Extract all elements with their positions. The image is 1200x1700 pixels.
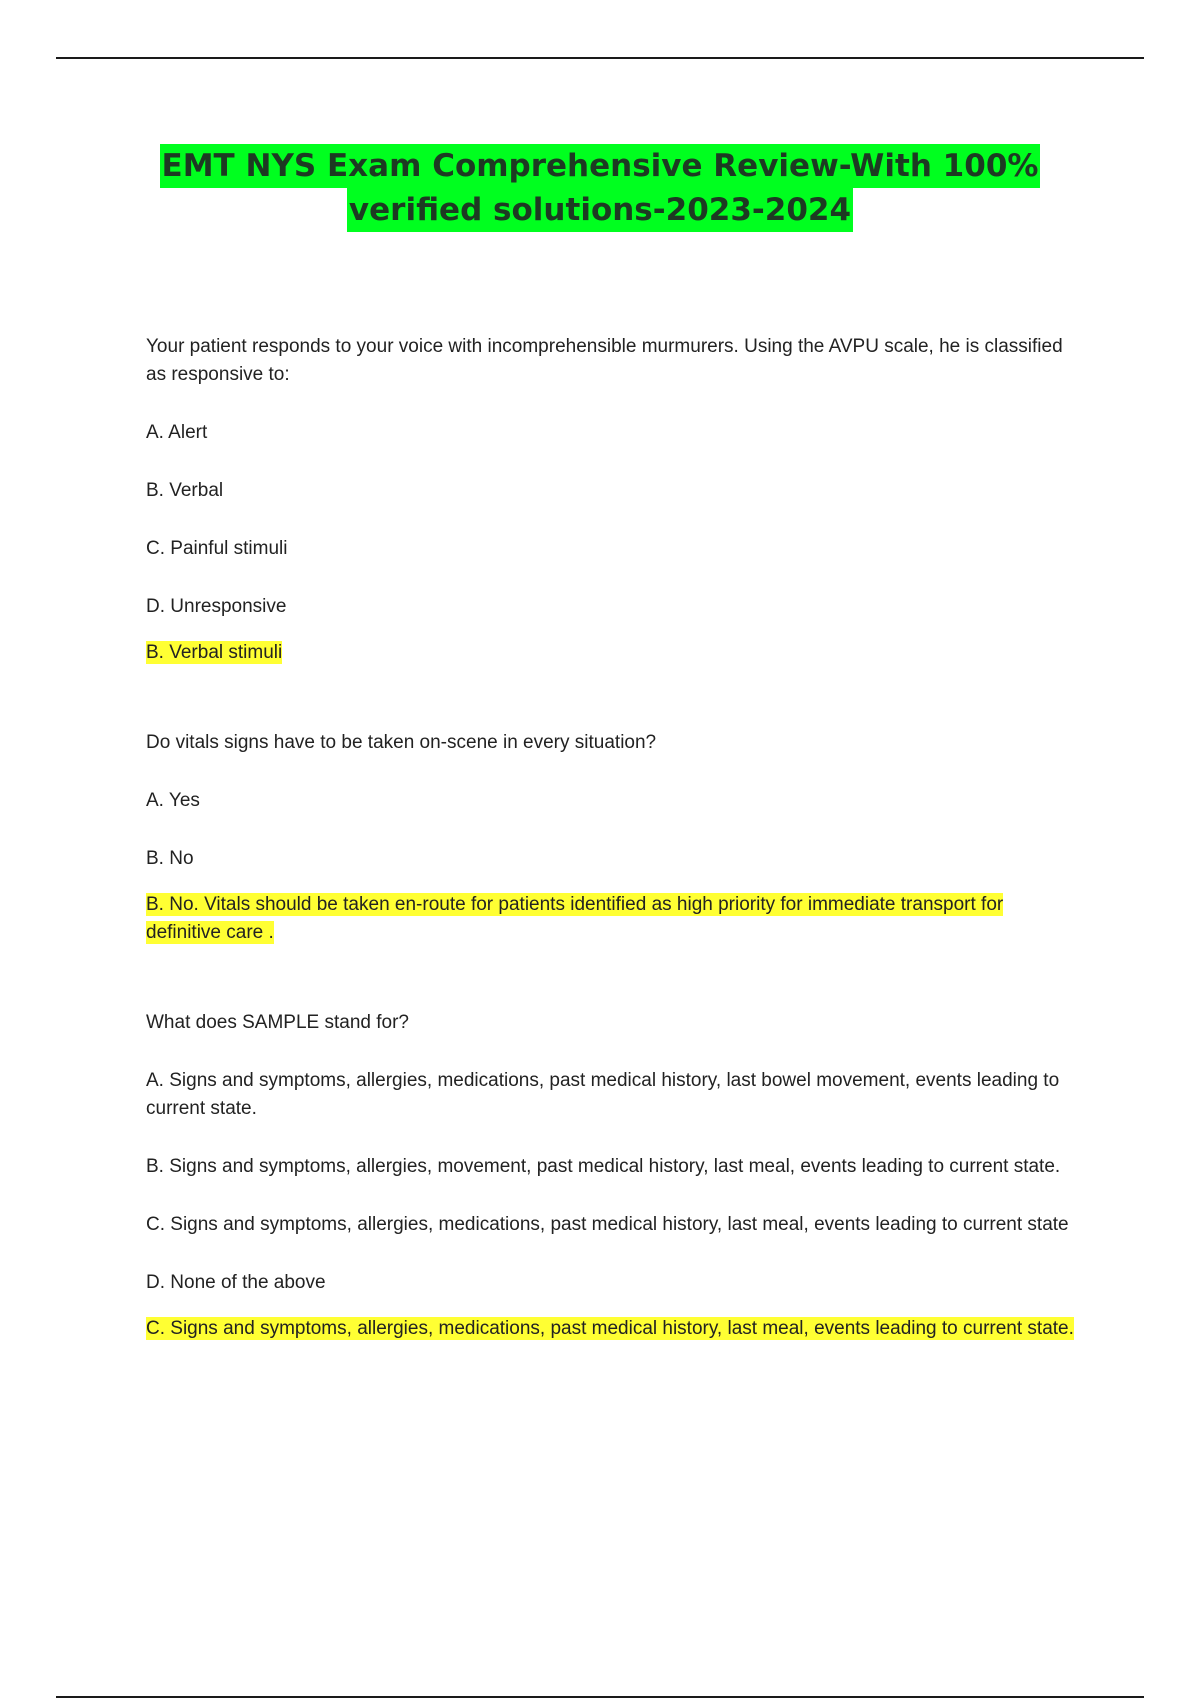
option-d: D. Unresponsive [146, 596, 287, 617]
option-b: B. Signs and symptoms, allergies, movement, past medical history, last meal, events leading to current state. [146, 1156, 1061, 1177]
answer-highlight [146, 891, 1076, 947]
option-a: A. Yes [146, 790, 200, 811]
option-b: B. No [146, 848, 194, 869]
option-c: C. Painful stimuli [146, 538, 288, 559]
question-text: What does SAMPLE stand for? [146, 1012, 409, 1033]
question-block-3 [146, 1009, 1076, 1343]
questions-list [146, 333, 1076, 1343]
question-text: Your patient responds to your voice with incomprehensible murmurers. Using the AVPU scale, he is classified as responsive to: [146, 336, 1063, 385]
question-text: Do vitals signs have to be taken on-scene in every situation? [146, 732, 657, 753]
option-a: A. Signs and symptoms, allergies, medications, past medical history, last bowel movement, events leading to current state. [146, 1070, 1060, 1119]
document-title [0, 144, 1200, 232]
answer-text: B. Verbal stimuli [146, 642, 283, 663]
option-d: D. None of the above [146, 1272, 326, 1293]
answer-text: C. Signs and symptoms, allergies, medications, past medical history, last meal, events leading to current state. [146, 1318, 1074, 1339]
answer-text: B. No. Vitals should be taken en-route for patients identified as high priority for immediate transport for definitive care . [146, 894, 1004, 943]
title-line-1: EMT NYS Exam Comprehensive Review-With 100% [160, 144, 1041, 188]
bottom-rule [56, 1696, 1144, 1698]
top-rule [56, 57, 1144, 59]
answer-highlight [146, 639, 1076, 667]
answer-highlight [146, 1315, 1076, 1343]
option-c: C. Signs and symptoms, allergies, medications, past medical history, last meal, events leading to current state [146, 1214, 1069, 1235]
question-block-1 [146, 333, 1076, 667]
question-block-2 [146, 729, 1076, 947]
option-a: A. Alert [146, 422, 208, 443]
title-line-2: verified solutions-2023-2024 [347, 188, 853, 232]
option-b: B. Verbal [146, 480, 224, 501]
